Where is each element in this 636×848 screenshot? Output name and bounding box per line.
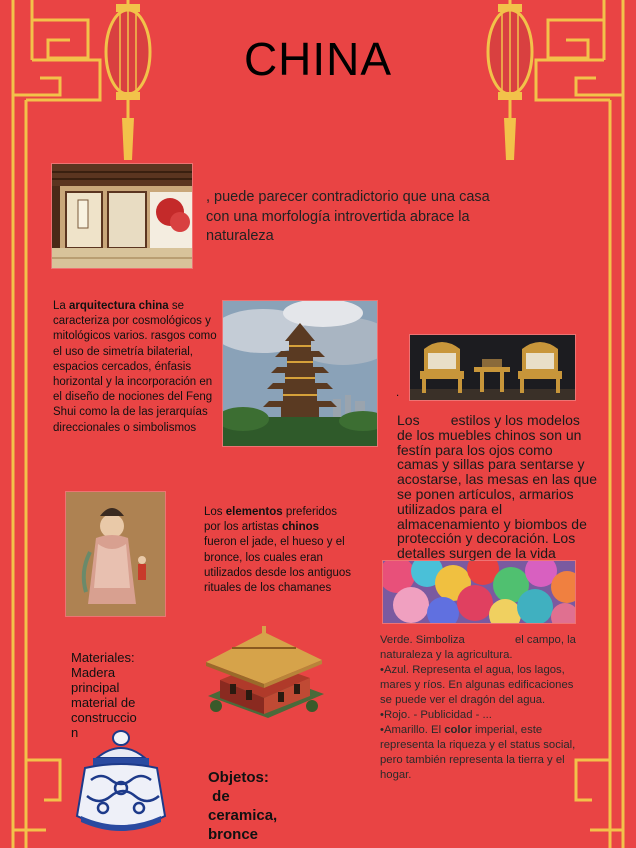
architecture-text bbox=[53, 299, 218, 436]
elements-pre: Los bbox=[204, 506, 226, 518]
painting-image bbox=[65, 491, 166, 617]
color-blue: •Azul. Representa el agua, los lagos, mares y ríos. En algunas edificaciones se puede ver el dragón del agua. bbox=[380, 664, 574, 706]
colors-text bbox=[380, 633, 586, 783]
interior-image bbox=[51, 163, 193, 269]
color-yellow-post: imperial, este representa la riqueza y el status social, pero también representa la tierra y el hogar. bbox=[380, 724, 576, 781]
furniture-dot: . bbox=[396, 387, 400, 399]
architecture-post: se caracteriza por cosmológicos y mitológicos varios. rasgos como el uso de simetría bilaterial, espacios cercados, énfasis horizontal y la incorporación en el diseño de nociones del Feng Shui como la de las jerarquías direccionales o simbolismos bbox=[53, 300, 217, 434]
color-yellow bbox=[380, 723, 586, 783]
color-yellow-bold: color bbox=[444, 724, 472, 736]
elements-post: fueron el jade, el hueso y el bronce, los cuales eran utilizados desde los antiguos rituales de los chamanes bbox=[204, 536, 352, 595]
elements-bold-1: elementos bbox=[225, 506, 283, 518]
color-green: Verde. Simboliza el campo, la naturaleza y la agricultura. bbox=[380, 634, 580, 661]
elements-mid: preferidos por los artistas bbox=[204, 506, 337, 534]
vase-image bbox=[71, 728, 171, 836]
furniture-image bbox=[409, 334, 576, 401]
elements-text bbox=[204, 505, 354, 596]
elements-bold-2: chinos bbox=[281, 521, 320, 534]
umbrellas-image bbox=[382, 560, 576, 624]
objects-text: Objetos: de ceramica, bronce bbox=[208, 769, 278, 843]
color-yellow-pre: •Amarillo. El bbox=[380, 724, 445, 736]
building-image bbox=[202, 618, 326, 722]
materials-text: Materiales: Madera principal material de construccio n bbox=[71, 650, 137, 740]
architecture-pre: La bbox=[53, 300, 69, 312]
page-title: CHINA bbox=[243, 33, 393, 85]
intro-text: , puede parecer contradictorio que una casa con una morfología introvertida abrace la naturaleza bbox=[206, 189, 490, 244]
pagoda-image bbox=[222, 300, 378, 447]
color-red: •Rojo. - Publicidad - ... bbox=[380, 709, 492, 721]
furniture-text: Los estilos y los modelos de los muebles chinos son un festín para los ojos como camas y sillas para sentarse y acostarse, las mesas en las que se ponen artículos, armarios utilizados para el almacenamiento y biombos de protección y decoración. Los detalles surgen de la vida bbox=[397, 412, 601, 562]
architecture-bold: arquitectura china bbox=[69, 300, 169, 312]
